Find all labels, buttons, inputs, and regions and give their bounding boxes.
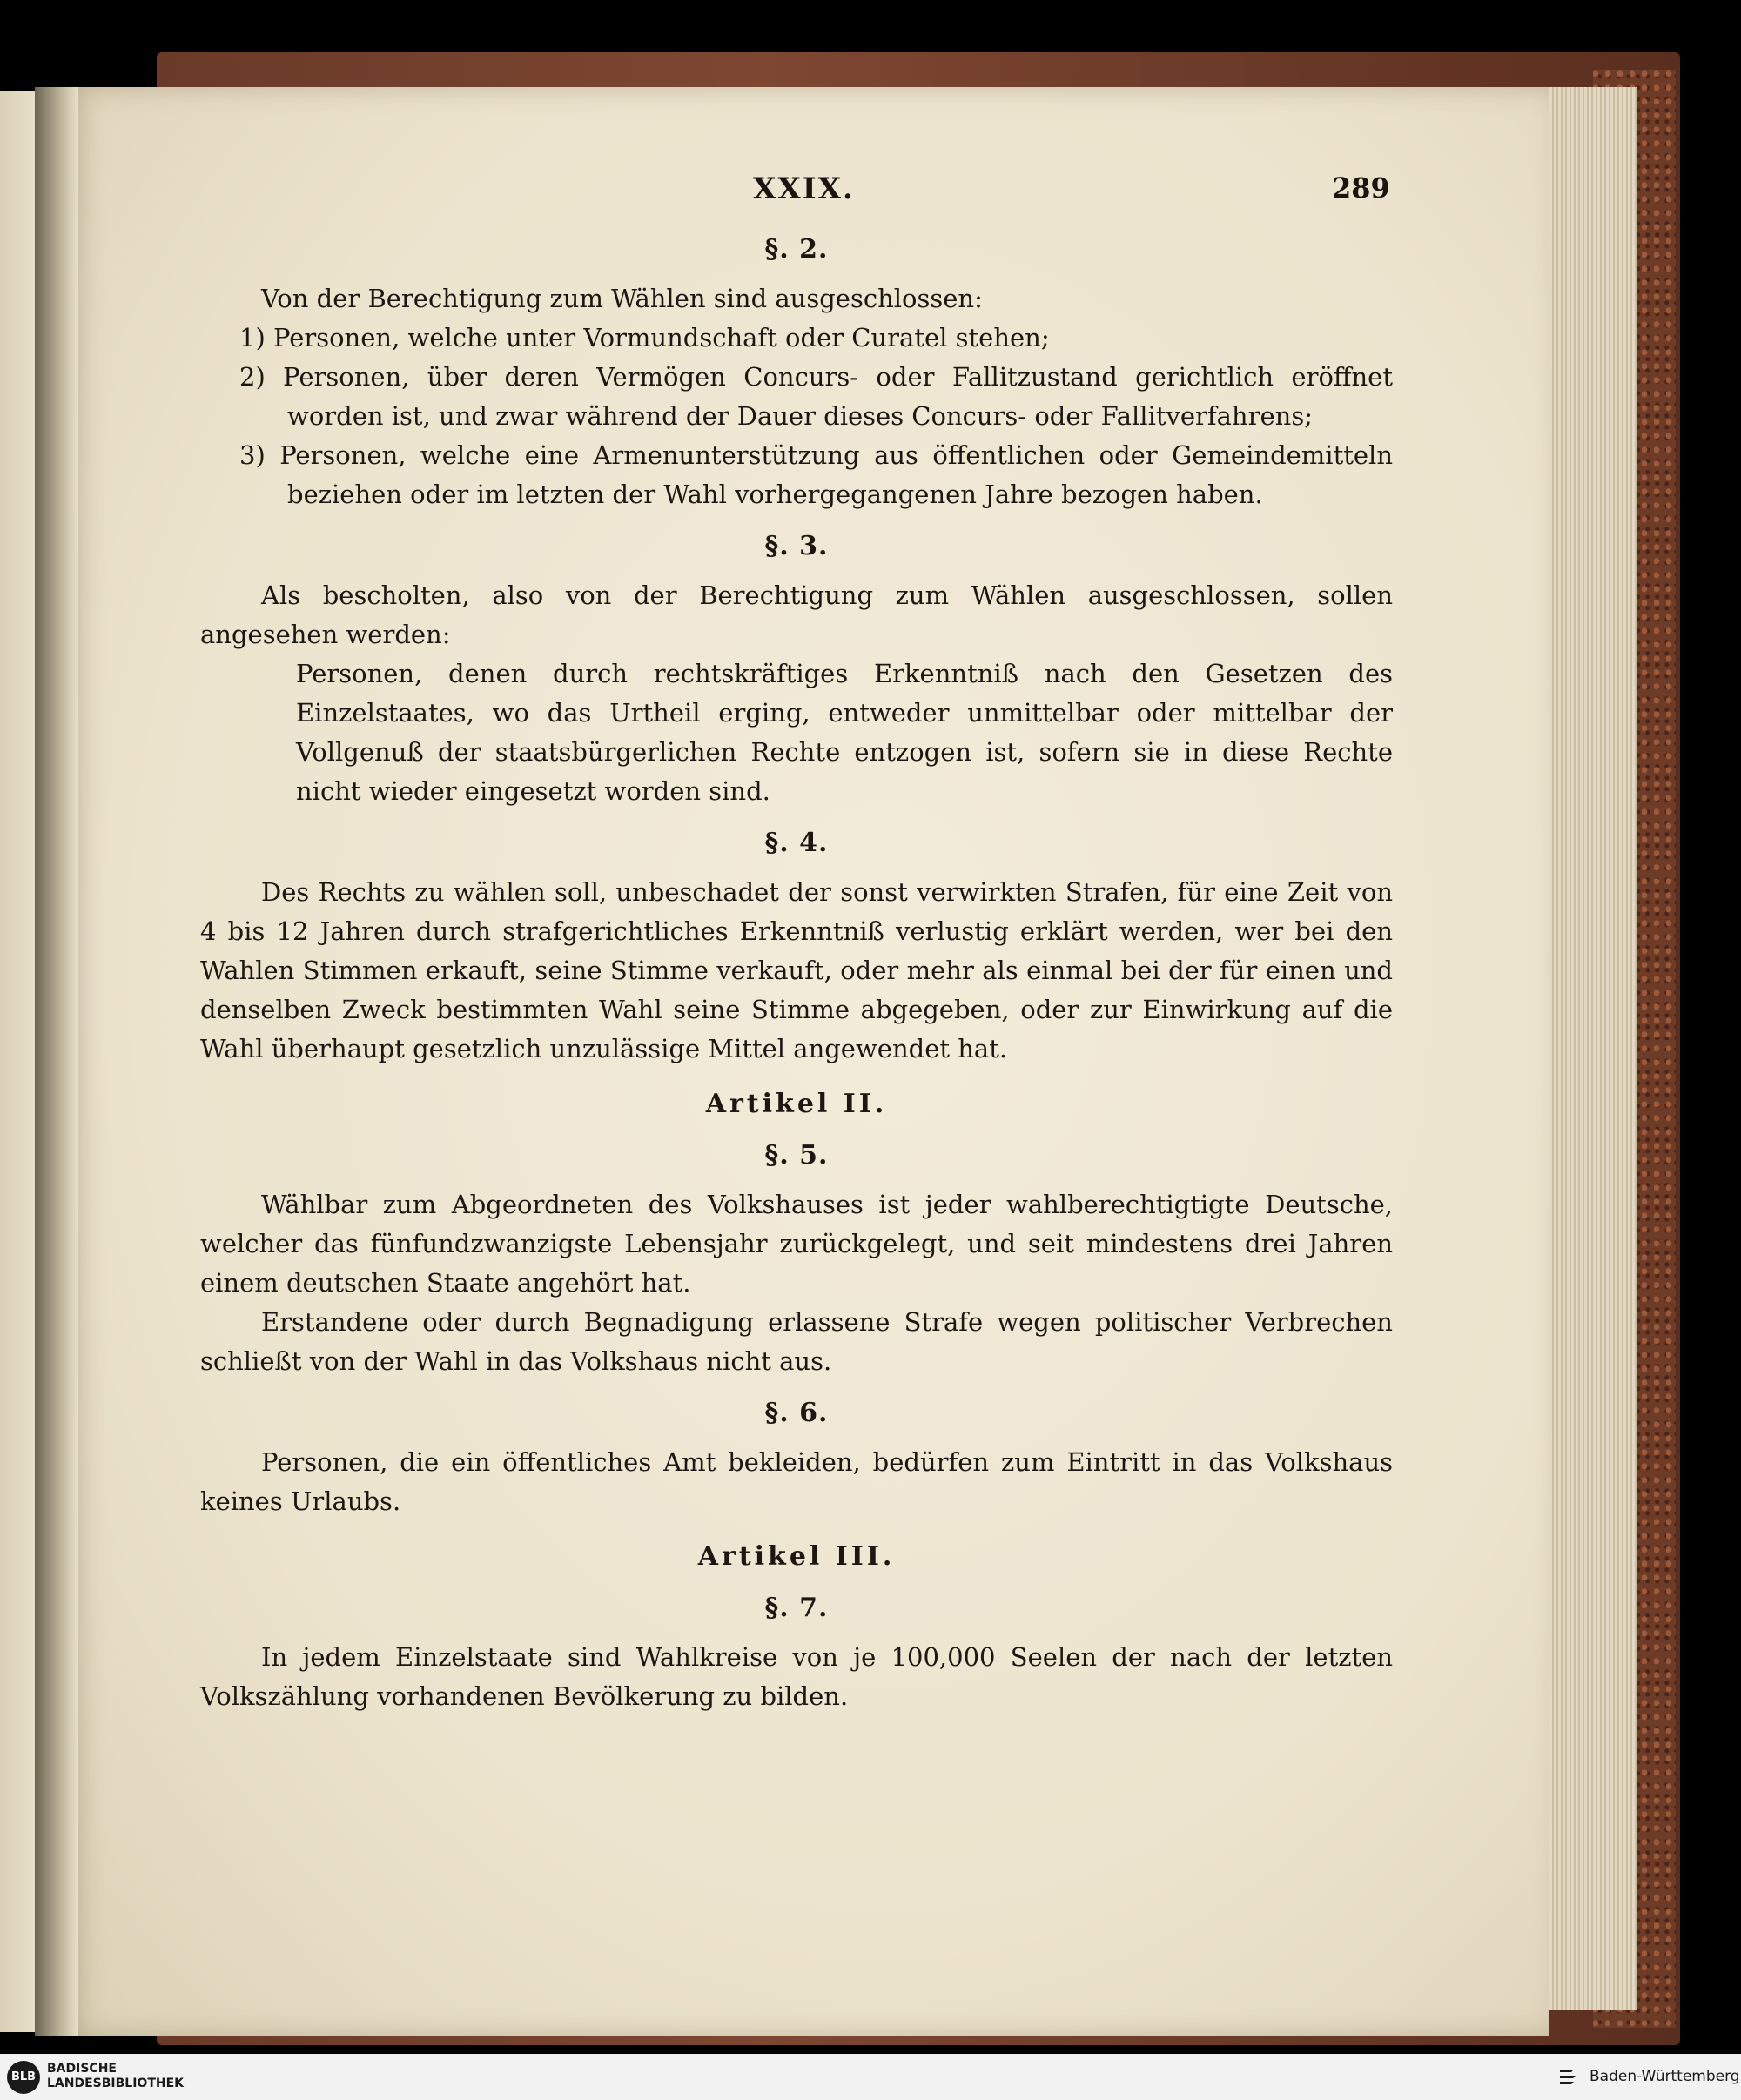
section-2-item-3: 3) Personen, welche eine Armenunterstützung aus öffentlichen oder Gemeindemitteln beziehen oder im letzten der Wahl vorhergegangenen Jahre bezogen haben. bbox=[239, 440, 1393, 509]
section-2-item-1: 1) Personen, welche unter Vormundschaft oder Curatel stehen; bbox=[239, 323, 1050, 352]
state-name[interactable]: Baden-Württemberg bbox=[1590, 2068, 1740, 2085]
section-3-block bbox=[200, 654, 1393, 811]
page-number: 289 bbox=[1332, 171, 1390, 205]
library-name-line-2: LANDESBIBLIOTHEK bbox=[47, 2077, 185, 2090]
section-5-paragraph-2: Erstandene oder durch Begnadigung erlassene Strafe wegen politischer Verbrechen schließt von der Wahl in das Volkshaus nicht aus. bbox=[200, 1307, 1393, 1376]
baden-wuerttemberg-lions-icon[interactable] bbox=[1556, 2064, 1581, 2090]
section-3-block-text: Personen, denen durch rechtskräftiges Erkenntniß nach den Gesetzen des Einzelstaates, wo das Urtheil erging, entweder unmittelbar oder mittelbar der Vollgenuß der staatsbürgerlichen Rechte entzogen ist, sofern sie in diese Rechte nicht wieder eingesetzt worden sind. bbox=[296, 659, 1393, 806]
section-heading-3: §. 3. bbox=[764, 531, 829, 561]
section-2-intro: Von der Berechtigung zum Wählen sind ausgeschlossen: bbox=[261, 284, 983, 313]
section-heading-2: §. 2. bbox=[764, 234, 829, 265]
library-name-line-1: BADISCHE bbox=[47, 2062, 117, 2076]
section-2-item-2: 2) Personen, über deren Vermögen Concurs- oder Fallitzustand gerichtlich eröffnet worden ist, und zwar während der Dauer dieses Concurs- oder Fallitverfahrens; bbox=[239, 362, 1393, 431]
section-4-text: Des Rechts zu wählen soll, unbeschadet der sonst verwirkten Strafen, für eine Zeit von 4 bis 12 Jahren durch strafgerichtliches Erkenntniß verlustig erklärt werden, wer bei den Wahlen Stimmen erkauft, seine Stimme verkauft, oder mehr als einmal bei der für einen und denselben Zweck bestimmten Wahl seine Stimme abgegeben, oder zur Einwirkung auf die Wahl überhaupt gesetzlich unzulässige Mittel angewendet hat. bbox=[200, 877, 1393, 1063]
section-heading-7: §. 7. bbox=[764, 1593, 829, 1623]
section-7-text: In jedem Einzelstaate sind Wahlkreise von je 100,000 Seelen der nach der letzten Volkszählung vorhandenen Bevölkerung zu bilden. bbox=[200, 1642, 1393, 1711]
book-gutter bbox=[35, 87, 78, 2036]
article-heading-2: Artikel II. bbox=[705, 1089, 888, 1119]
running-head bbox=[0, 117, 1741, 206]
section-6-text: Personen, die ein öffentliches Amt bekleiden, bedürfen zum Eintritt in das Volkshaus keines Urlaubs. bbox=[200, 1447, 1393, 1516]
page-body bbox=[200, 218, 1393, 1716]
section-heading-5: §. 5. bbox=[764, 1140, 829, 1171]
article-heading-3: Artikel III. bbox=[697, 1541, 896, 1572]
section-3-intro: Als bescholten, also von der Berechtigung zum Wählen ausgeschlossen, sollen angesehen werden: bbox=[200, 580, 1393, 649]
section-heading-6: §. 6. bbox=[764, 1398, 829, 1428]
blb-logo[interactable]: BLB bbox=[7, 2061, 40, 2094]
section-heading-4: §. 4. bbox=[764, 828, 829, 858]
running-head-title: XXIX. bbox=[753, 171, 855, 206]
viewer-footer bbox=[0, 2054, 1741, 2100]
section-5-paragraph-1: Wählbar zum Abgeordneten des Volkshauses ist jeder wahlberechtigtigte Deutsche, welcher das fünfundzwanzigste Lebensjahr zurückgelegt, und seit mindestens drei Jahren einem deutschen Staate angehört hat. bbox=[200, 1190, 1393, 1298]
library-name[interactable] bbox=[47, 2062, 184, 2091]
